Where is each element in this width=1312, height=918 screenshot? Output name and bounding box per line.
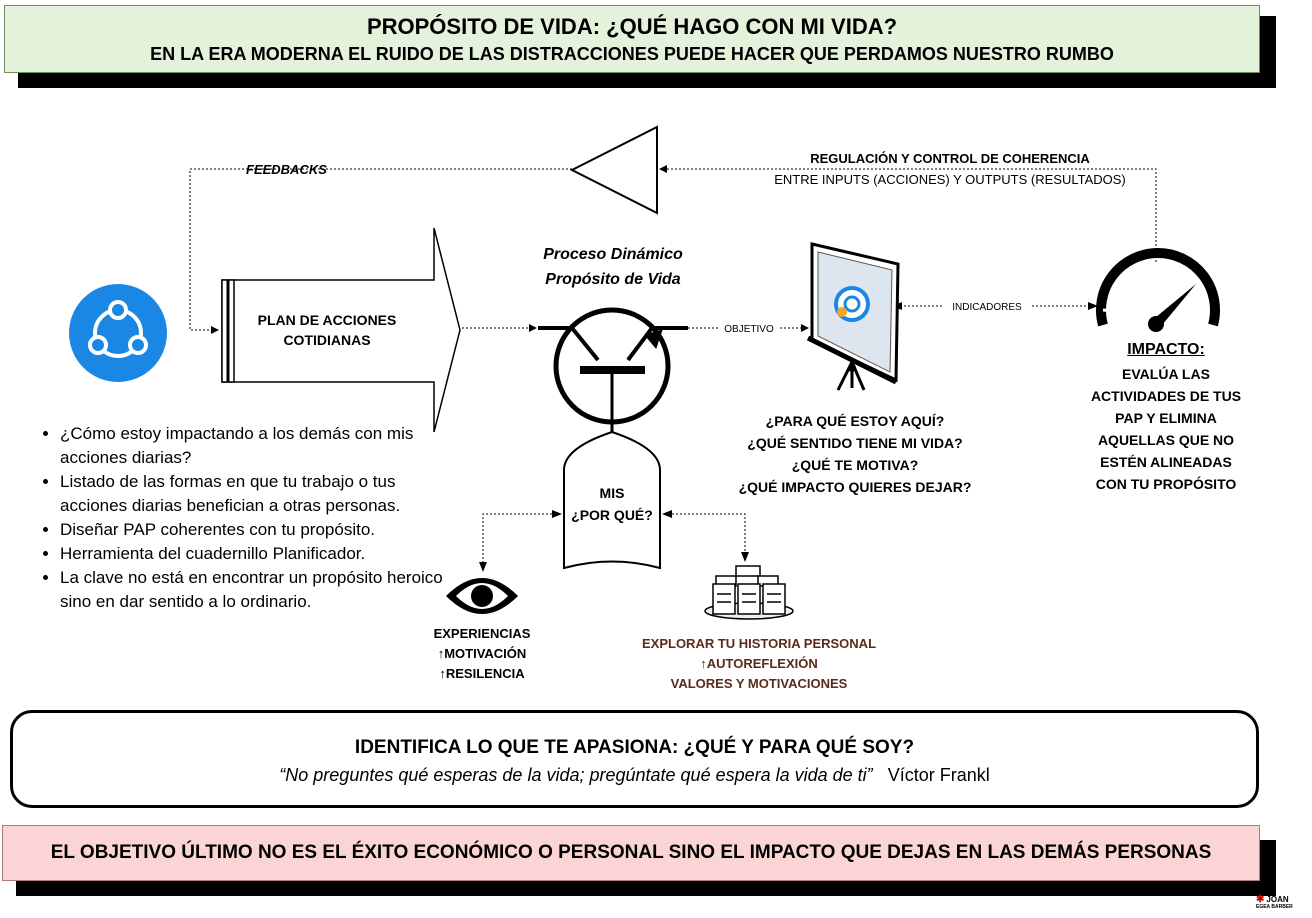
experiences-line: ↑MOTIVACIÓN [437,646,527,661]
experiences-block [410,624,554,684]
indicadores-label: INDICADORES [952,302,1022,313]
quote-line [13,765,1256,786]
share-icon [69,284,167,382]
bullet-item: • La clave no está en encontrar un propósito heroico sino en dar sentido a lo ordinario. [60,566,450,614]
history-line: ↑AUTOREFLEXIÓN [700,656,818,671]
plan-label-2: COTIDIANAS [283,332,371,348]
why-label-2: ¿POR QUÉ? [571,507,653,523]
experiences-line: ↑RESILENCIA [439,666,525,681]
quote-box [10,710,1259,808]
history-line: VALORES Y MOTIVACIONES [670,676,848,691]
bullet-item: • Herramienta del cuadernillo Planificador. [60,542,450,566]
question-2: ¿QUÉ SENTIDO TIENE MI VIDA? [747,435,963,451]
author-logo [1256,895,1312,915]
purpose-questions [720,410,990,498]
process-label-2: Propósito de Vida [545,271,681,288]
logo-line-2: EGEA BARBER [1256,904,1293,910]
question-4: ¿QUÉ IMPACTO QUIERES DEJAR? [738,479,972,495]
server-icon [705,566,793,619]
impact-line: EVALÚA LAS [1122,366,1210,382]
experiences-line: EXPERIENCIAS [433,626,531,641]
bullet-item: • Diseñar PAP coherentes con tu propósito. [60,518,450,542]
transistor-symbol [538,310,688,434]
footer-banner: EL OBJETIVO ÚLTIMO NO ES EL ÉXITO ECONÓMICO O PERSONAL SINO EL IMPACTO QUE DEJAS EN LAS DEMÁS PERSONAS [2,825,1260,881]
impact-line: ACTIVIDADES DE TUS [1090,388,1242,404]
impact-line: PAP Y ELIMINA [1115,410,1217,426]
impact-line: AQUELLAS QUE NO [1097,432,1235,448]
plan-label-1: PLAN DE ACCIONES [257,312,397,328]
logo-line-1: JOAN [1266,895,1289,904]
why-label-1: MIS [599,485,625,501]
question-3: ¿QUÉ TE MOTIVA? [791,457,919,473]
history-block [620,634,898,694]
quote-text: “No preguntes qué esperas de la vida; pregúntate qué espera la vida de ti” [279,765,873,785]
question-1: ¿PARA QUÉ ESTOY AQUÍ? [765,413,945,429]
bullet-item: • ¿Cómo estoy impactando a los demás con mis acciones diarias? [60,422,450,470]
impact-line: ESTÉN ALINEADAS [1100,454,1232,470]
impact-block [1060,339,1272,495]
objetivo-label: OBJETIVO [724,324,774,335]
quote-heading: IDENTIFICA LO QUE TE APASIONA: ¿QUÉ Y PARA QUÉ SOY? [354,737,915,758]
feedbacks-label: FEEDBACKS [246,162,327,177]
impact-line: CON TU PROPÓSITO [1095,476,1237,492]
process-label-1: Proceso Dinámico [543,246,683,263]
regulation-title: REGULACIÓN Y CONTROL DE COHERENCIA [810,151,1090,166]
quote-author: Víctor Frankl [887,765,990,785]
page-subtitle: EN LA ERA MODERNA EL RUIDO DE LAS DISTRACCIONES PUEDE HACER QUE PERDAMOS NUESTRO RUMBO [150,44,1114,64]
plan-arrow [222,228,460,432]
star-icon: ✱ [1256,894,1265,905]
page-title: PROPÓSITO DE VIDA: ¿QUÉ HAGO CON MI VIDA? [366,14,898,39]
target-screen-icon [808,244,898,390]
bullet-item: • Listado de las formas en que tu trabajo o tus acciones diarias benefician a otras personas. [60,470,450,518]
bullet-list [28,422,450,614]
impact-title: IMPACTO: [1127,341,1205,358]
amplifier-triangle [572,127,657,213]
history-line: EXPLORAR TU HISTORIA PERSONAL [641,636,877,651]
gauge-icon [1101,253,1215,332]
eye-icon [446,578,518,614]
regulation-subtitle: ENTRE INPUTS (ACCIONES) Y OUTPUTS (RESULTADOS) [774,172,1126,187]
